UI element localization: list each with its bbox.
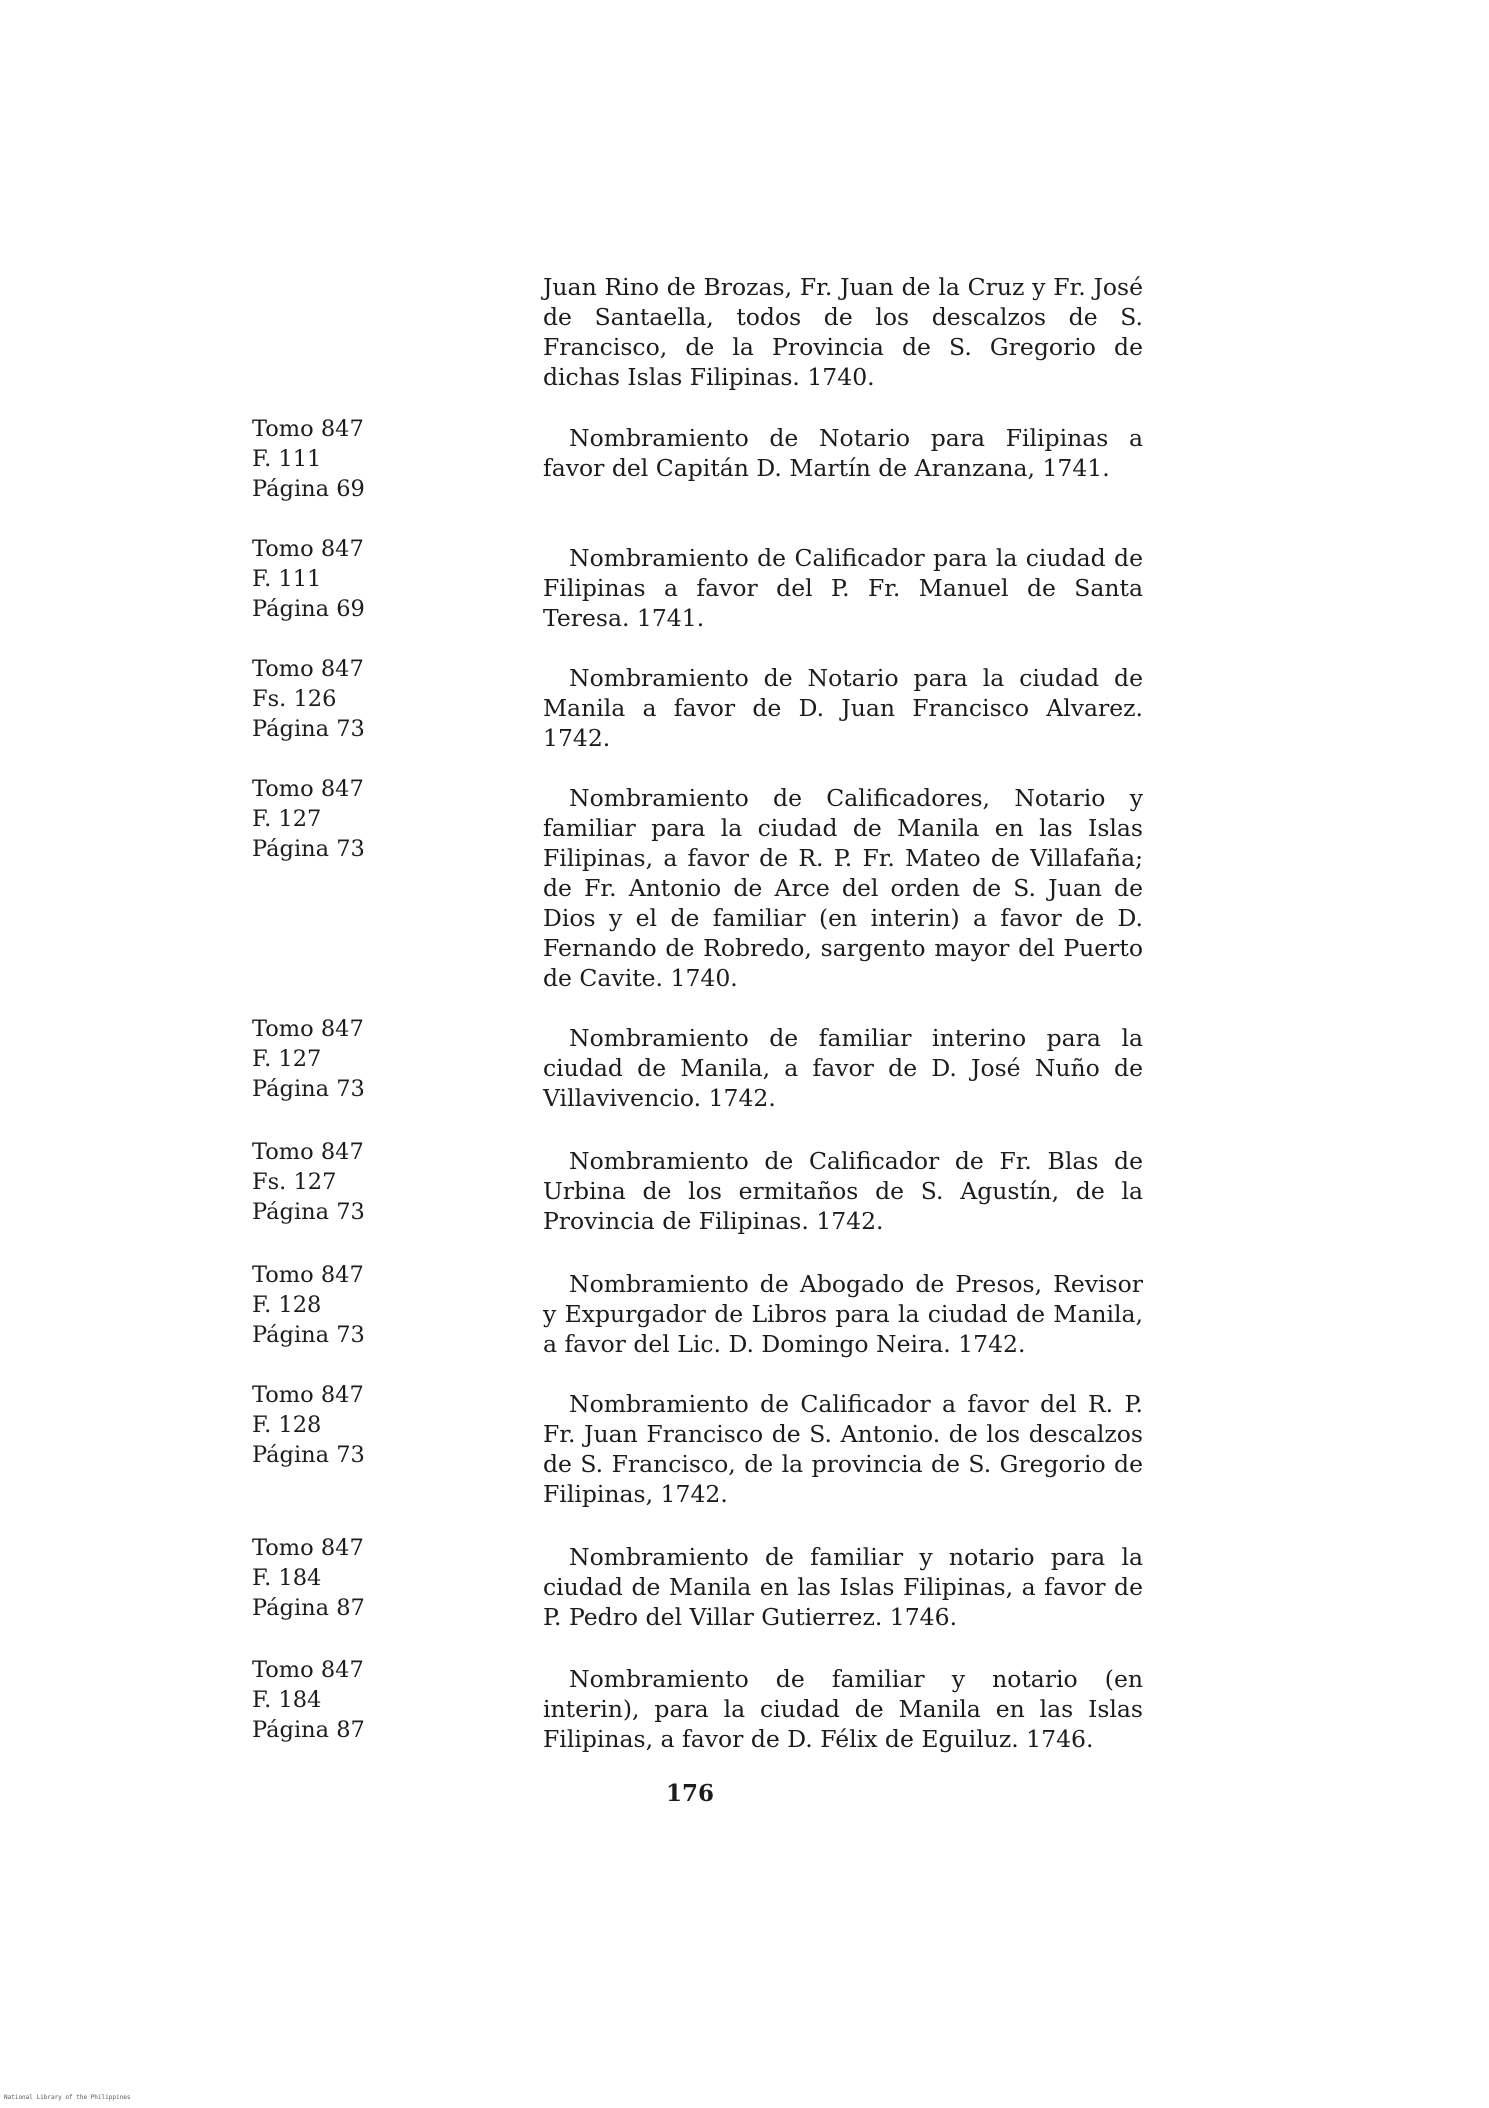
entry-text: Nombramiento de Notario para Filipinas a favor del Capitán D. Martín de Aranzana, 1741. — [543, 424, 1143, 482]
ref-folio: F. 128 — [252, 1412, 322, 1438]
ref-tomo: Tomo 847 — [252, 1139, 364, 1165]
continuation-paragraph: Juan Rino de Brozas, Fr. Juan de la Cruz y Fr. José de Santaella, todos de los descalzos de S. Francisco, de la Provincia de S. Gregorio de dichas Islas Filipinas. 1740. — [543, 273, 1143, 391]
entry-text: Nombramiento de familiar interino para la ciudad de Manila, a favor de D. José Nuño de Villavivencio. 1742. — [543, 1024, 1143, 1112]
ref-pagina: Página 69 — [252, 476, 365, 502]
ref-tomo: Tomo 847 — [252, 416, 364, 442]
ref-tomo: Tomo 847 — [252, 656, 364, 682]
reference-block — [252, 774, 452, 864]
entry-text: Nombramiento de Calificador a favor del R. P. Fr. Juan Francisco de S. Antonio. de los descalzos de S. Francisco, de la provincia de S. Gregorio de Filipinas, 1742. — [543, 1390, 1143, 1508]
ref-pagina: Página 69 — [252, 596, 365, 622]
ref-tomo: Tomo 847 — [252, 1262, 364, 1288]
reference-block — [252, 534, 452, 624]
entry-text: Nombramiento de Abogado de Presos, Revisor y Expurgador de Libros para la ciudad de Manila, a favor del Lic. D. Domingo Neira. 1742. — [543, 1270, 1143, 1358]
reference-block — [252, 1380, 452, 1470]
ref-folio: F. 184 — [252, 1565, 322, 1591]
ref-tomo: Tomo 847 — [252, 1535, 364, 1561]
ref-folio: F. 111 — [252, 566, 322, 592]
ref-pagina: Página 73 — [252, 1442, 365, 1468]
entry-text: Nombramiento de Calificador de Fr. Blas de Urbina de los ermitaños de S. Agustín, de la Provincia de Filipinas. 1742. — [543, 1147, 1143, 1235]
entry-text: Nombramiento de Notario para la ciudad de Manila a favor de D. Juan Francisco Alvarez. 1742. — [543, 664, 1143, 752]
reference-block — [252, 654, 452, 744]
ref-folio: Fs. 126 — [252, 686, 337, 712]
reference-block — [252, 1137, 452, 1227]
reference-block — [252, 1655, 452, 1745]
scan-footer: National Library of the Philippines — [4, 2094, 131, 2101]
ref-pagina: Página 87 — [252, 1717, 365, 1743]
ref-folio: F. 111 — [252, 446, 322, 472]
entry-text: Nombramiento de familiar y notario (en interin), para la ciudad de Manila en las Islas Filipinas, a favor de D. Félix de Eguiluz. 1746. — [543, 1665, 1143, 1753]
ref-tomo: Tomo 847 — [252, 1016, 364, 1042]
ref-pagina: Página 73 — [252, 1322, 365, 1348]
reference-block — [252, 1260, 452, 1350]
ref-tomo: Tomo 847 — [252, 776, 364, 802]
ref-pagina: Página 73 — [252, 836, 365, 862]
page-number: 176 — [665, 1780, 714, 1807]
ref-folio: F. 127 — [252, 1046, 322, 1072]
ref-folio: Fs. 127 — [252, 1169, 337, 1195]
ref-folio: F. 127 — [252, 806, 322, 832]
ref-pagina: Página 87 — [252, 1595, 365, 1621]
reference-block — [252, 1533, 452, 1623]
entry-text: Nombramiento de Calificador para la ciudad de Filipinas a favor del P. Fr. Manuel de Santa Teresa. 1741. — [543, 544, 1143, 632]
ref-tomo: Tomo 847 — [252, 536, 364, 562]
reference-block — [252, 1014, 452, 1104]
ref-folio: F. 128 — [252, 1292, 322, 1318]
entry-text: Nombramiento de Calificadores, Notario y familiar para la ciudad de Manila en las Islas Filipinas, a favor de R. P. Fr. Mateo de Villafaña; de Fr. Antonio de Arce del orden de S. Juan de Dios y el de familiar (en interin) a favor de D. Fernando de Robredo, sargento mayor del Puerto de Cavite. 1740. — [543, 784, 1143, 992]
reference-block — [252, 414, 452, 504]
ref-pagina: Página 73 — [252, 716, 365, 742]
ref-tomo: Tomo 847 — [252, 1657, 364, 1683]
entry-text: Nombramiento de familiar y notario para la ciudad de Manila en las Islas Filipinas, a favor de P. Pedro del Villar Gutierrez. 1746. — [543, 1543, 1143, 1631]
ref-folio: F. 184 — [252, 1687, 322, 1713]
ref-pagina: Página 73 — [252, 1199, 365, 1225]
ref-pagina: Página 73 — [252, 1076, 365, 1102]
ref-tomo: Tomo 847 — [252, 1382, 364, 1408]
